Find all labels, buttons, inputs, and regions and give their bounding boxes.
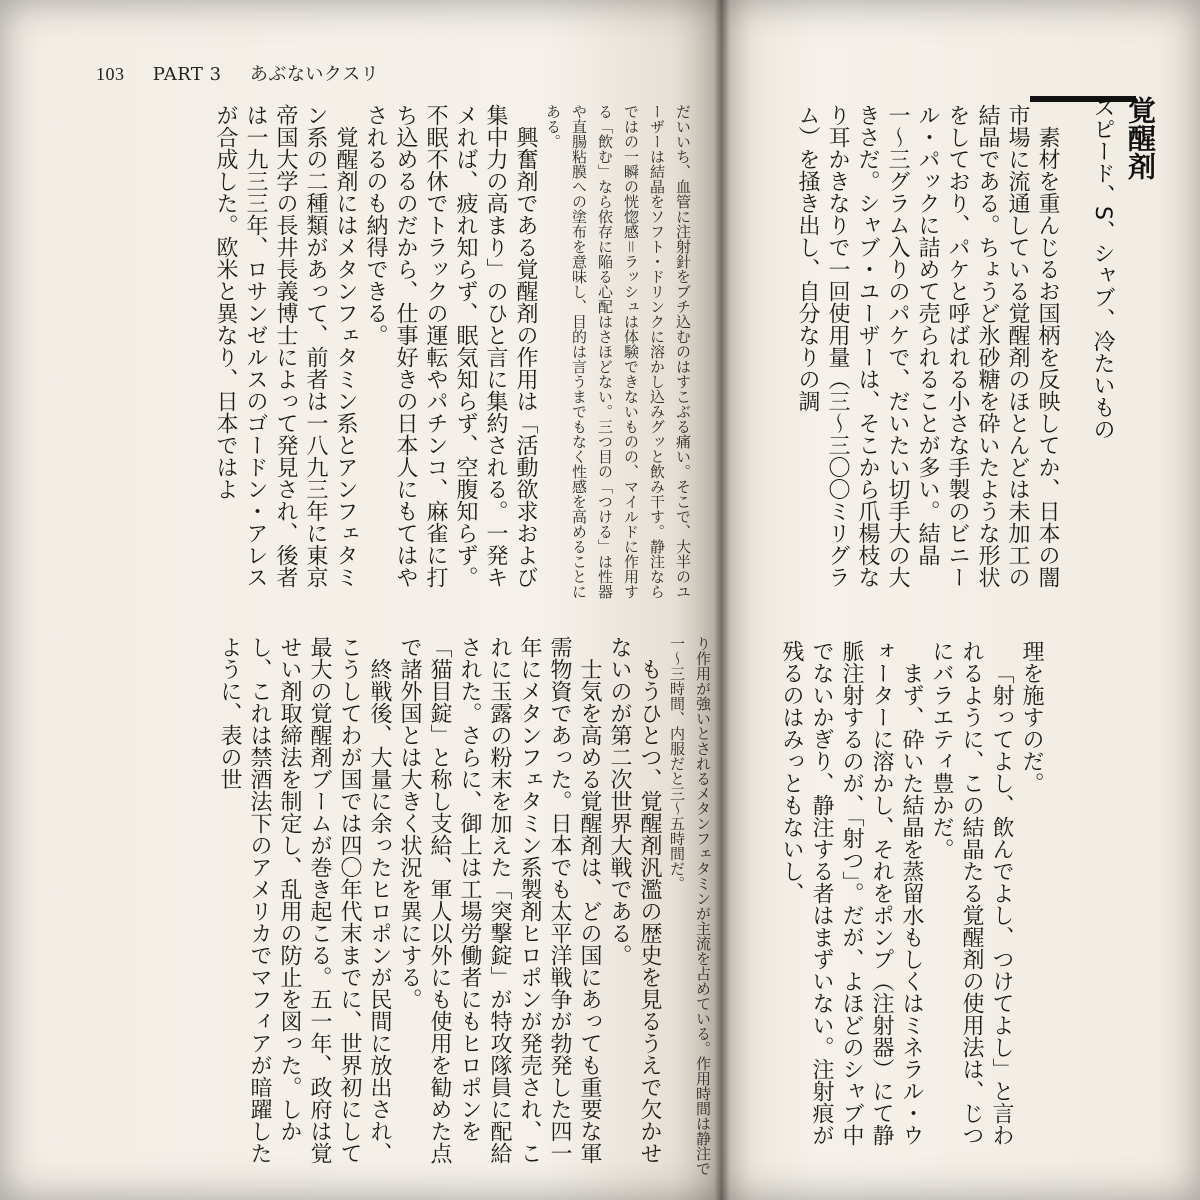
book-gutter (714, 0, 730, 1200)
section-heading (1072, 96, 1160, 496)
page-number: 103 (96, 64, 125, 84)
note-paragraph: だいいち、血管に注射針をブチ込むのはすこぶる痛い。そこで、大半のユーザーは結晶をソフト・ドリンクに溶かし込みグッと飲み干す。静注ならではの一瞬の恍惚感＝ラッシュは体験できないものの、マイルドに作用する「飲む」なら依存に陥る心配はさほどない。三つ目の「つける」は性器や直腸粘膜への塗布を意味し、目的は言うまでもなく性感を高めることにある。 (544, 104, 692, 600)
paragraph: 興奮剤である覚醒剤の作用は「活動欲求および集中力の高まり」のひと言に集約される。一発キメれば、疲れ知らず、眠気知らず、空腹知らず。不眠不休でトラックの運転やパチンコ、麻雀に打ち込めるのだから、仕事好きの日本人にもてはやされるのも納得できる。 (363, 104, 538, 588)
section-subtitle: スピード、S、シャブ、冷たいもの (1090, 96, 1115, 440)
running-header (96, 60, 401, 86)
part-label: PART 3 (152, 64, 222, 85)
left-upper-text (90, 104, 696, 604)
paragraph: 終戦後、大量に余ったヒロポンが民間に放出され、こうしてわが国では四〇年代末までに、世界初にして最大の覚醒剤ブームが巻き起こる。五一年、政府は覚せい剤取締法を制定し、乱用の防止を図った。しかし、これは禁酒法下のアメリカでマフィアが暗躍したように、表の世 (217, 636, 392, 1164)
right-lower-text (746, 640, 1046, 1160)
right-upper-text (762, 104, 1062, 604)
left-lower-text (90, 636, 716, 1176)
paragraph: 士気を高める覚醒剤は、どの国にあっても重要な軍需物資であった。日本でも太平洋戦争が勃発した四一年にメタンフェタミン系製剤ヒロポンが発売され、これに玉露の粉末を加えた「突撃錠」が特攻隊員に配給された。さらに、御上は工場労働者にもヒロポンを「猫目錠」と称し支給、軍人以外にも使用を勧めた点で諸外国とは大きく状況を異にする。 (397, 636, 602, 1164)
part-title: あぶないクスリ (249, 64, 380, 85)
paragraph: 素材を重んじるお国柄を反映してか、日本の闇市場に流通している覚醒剤のほとんどは未加工の結晶である。ちょうど氷砂糖を砕いたような形状をしており、パケと呼ばれる小さな手製のビニール・パックに詰めて売られることが多い。結晶一〜三グラム入りのパケで、だいたい切手大の大きさだ。シャブ・ユーザーは、そこから爪楊枝なり耳かきなりで一回使用量（三〜三〇〇ミリグラム）を掻き出し、自分なりの調 (795, 104, 1060, 588)
paragraph: まず、砕いた結晶を蒸留水もしくはミネラル・ウォーターに溶かし、それをポンプ（注射器）にて静脈注射するのが、「射つ」。だが、よほどのシャブ中でないかぎり、静注する者はまずいない。注射痕が残るのはみっともないし、 (779, 640, 924, 1146)
section-title: 覚醒剤 (1124, 96, 1157, 180)
paragraph: もうひとつ、覚醒剤汎濫の歴史を見るうえで欠かせないのが第二次世界大戦である。 (607, 636, 662, 1164)
paragraph: 覚醒剤にはメタンフェタミン系とアンフェタミン系の二種類があって、前者は一八九三年に東京帝国大学の長井長義博士によって発見され、後者は一九三三年、ロサンゼルスのゴードン・アレスが合成した。欧米と異なり、日本ではよ (213, 104, 358, 588)
paragraph: 理を施すのだ。 (1019, 640, 1044, 794)
note-paragraph: り作用が強いとされるメタンフェタミンが主流を占めている。作用時間は静注で一〜三時間、内服だと三〜五時間だ。 (668, 636, 712, 1176)
paragraph: 「射ってよし、飲んでよし、つけてよし」と言われるように、この結晶たる覚醒剤の使用法は、じつにバラエティ豊かだ。 (929, 640, 1014, 1146)
